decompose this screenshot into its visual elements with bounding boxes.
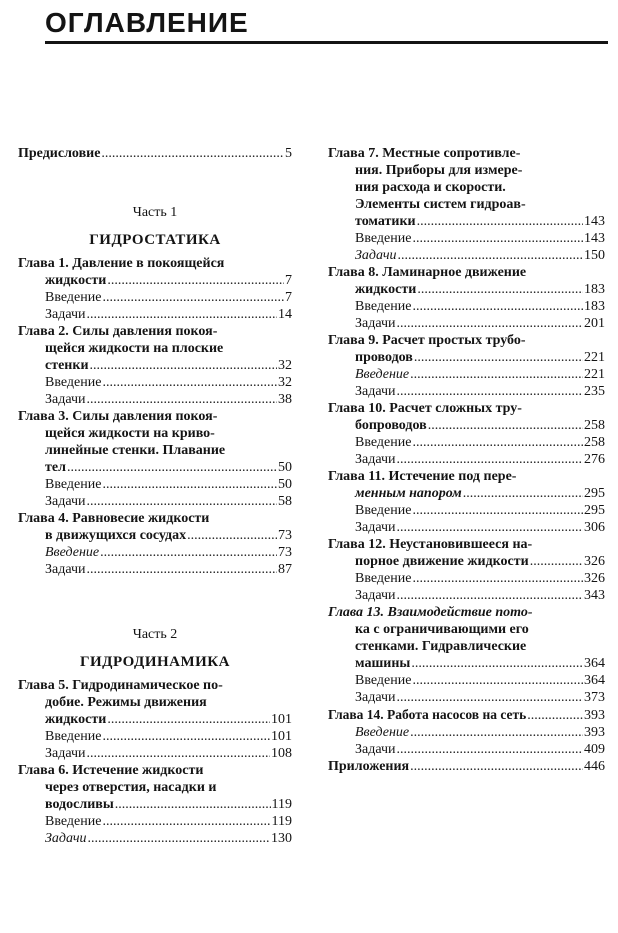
- toc-chapter-6[interactable]: Глава 6. Истечение жидкости через отверстия, насадки и водосливы ..... 119: [18, 762, 292, 813]
- toc-intro-11[interactable]: Введение ..... 295: [328, 502, 605, 519]
- toc-intro-4[interactable]: Введение ..... 73: [18, 544, 292, 561]
- toc-intro-10[interactable]: Введение ..... 258: [328, 434, 605, 451]
- toc-tasks-8[interactable]: Задачи ..... 201: [328, 315, 605, 332]
- part-2-title: ГИДРОДИНАМИКА: [79, 654, 231, 670]
- title-underline: [45, 41, 608, 44]
- toc-intro-12[interactable]: Введение ..... 326: [328, 570, 605, 587]
- toc-tasks-14[interactable]: Задачи ..... 409: [328, 741, 605, 758]
- toc-chapter-5[interactable]: Глава 5. Гидродинамическое по- добие. Режимы движения жидкости ..... 101: [18, 677, 292, 728]
- page-number: 5: [285, 146, 292, 161]
- toc-intro-6[interactable]: Введение ..... 119: [18, 813, 292, 830]
- toc-tasks-2[interactable]: Задачи ..... 38: [18, 391, 292, 408]
- toc-chapter-1[interactable]: Глава 1. Давление в покоящейся жидкости ..... 7: [18, 255, 292, 289]
- toc-chapter-10[interactable]: Глава 10. Расчет сложных тру- бопроводов ..... 258: [328, 400, 605, 434]
- toc-intro-1[interactable]: Введение ..... 7: [18, 289, 292, 306]
- toc-intro-7[interactable]: Введение ..... 143: [328, 230, 605, 247]
- part-2-label: Часть 2: [132, 627, 178, 642]
- toc-tasks-10[interactable]: Задачи ..... 276: [328, 451, 605, 468]
- toc-intro-14[interactable]: Введение ..... 393: [328, 724, 605, 741]
- toc-chapter-12[interactable]: Глава 12. Неустановившееся на- порное движение жидкости ..... 326: [328, 536, 605, 570]
- toc-tasks-6[interactable]: Задачи ..... 130: [18, 830, 292, 847]
- toc-chapter-7[interactable]: Глава 7. Местные сопротивле- ния. Приборы для измере- ния расхода и скорости. Элементы систем гидроав- томатики ..... 143: [328, 145, 605, 230]
- toc-tasks-5[interactable]: Задачи ..... 108: [18, 745, 292, 762]
- page-title: ОГЛАВЛЕНИЕ: [45, 7, 249, 38]
- part-1-label: Часть 1: [132, 205, 178, 220]
- toc-intro-5[interactable]: Введение ..... 101: [18, 728, 292, 745]
- toc-tasks-11[interactable]: Задачи ..... 306: [328, 519, 605, 536]
- toc-intro-2[interactable]: Введение ..... 32: [18, 374, 292, 391]
- toc-chapter-13[interactable]: Глава 13. Взаимодействие пото- ка с ограничивающими его стенками. Гидравлические машины ..... 364: [328, 604, 605, 672]
- toc-tasks-1[interactable]: Задачи ..... 14: [18, 306, 292, 323]
- toc-intro-9[interactable]: Введение ..... 221: [328, 366, 605, 383]
- toc-intro-13[interactable]: Введение ..... 364: [328, 672, 605, 689]
- toc-chapter-4[interactable]: Глава 4. Равновесие жидкости в движущихся сосудах ..... 73: [18, 510, 292, 544]
- toc-chapter-3[interactable]: Глава 3. Силы давления покоя- щейся жидкости на криво- линейные стенки. Плавание тел ..... 50: [18, 408, 292, 476]
- toc-column-left: [18, 145, 292, 847]
- toc-tasks-9[interactable]: Задачи ..... 235: [328, 383, 605, 400]
- toc-chapter-9[interactable]: Глава 9. Расчет простых трубо- проводов ..... 221: [328, 332, 605, 366]
- toc-entry-appendix[interactable]: Приложения ..... 446: [328, 758, 605, 775]
- toc-tasks-13[interactable]: Задачи ..... 373: [328, 689, 605, 706]
- toc-entry-preface[interactable]: Предисловие ..... 5: [18, 145, 292, 162]
- toc-intro-8[interactable]: Введение ..... 183: [328, 298, 605, 315]
- toc-tasks-7[interactable]: Задачи ..... 150: [328, 247, 605, 264]
- toc-tasks-4[interactable]: Задачи ..... 87: [18, 561, 292, 578]
- toc-column-right: [328, 145, 605, 775]
- toc-tasks-12[interactable]: Задачи ..... 343: [328, 587, 605, 604]
- part-1-title: ГИДРОСТАТИКА: [89, 232, 221, 248]
- toc-chapter-2[interactable]: Глава 2. Силы давления покоя- щейся жидкости на плоские стенки ..... 32: [18, 323, 292, 374]
- toc-chapter-14[interactable]: Глава 14. Работа насосов на сеть ..... 393: [328, 706, 605, 724]
- toc-chapter-11[interactable]: Глава 11. Истечение под пере- менным напором ..... 295: [328, 468, 605, 502]
- toc-chapter-8[interactable]: Глава 8. Ламинарное движение жидкости ..... 183: [328, 264, 605, 298]
- toc-tasks-3[interactable]: Задачи ..... 58: [18, 493, 292, 510]
- toc-intro-3[interactable]: Введение ..... 50: [18, 476, 292, 493]
